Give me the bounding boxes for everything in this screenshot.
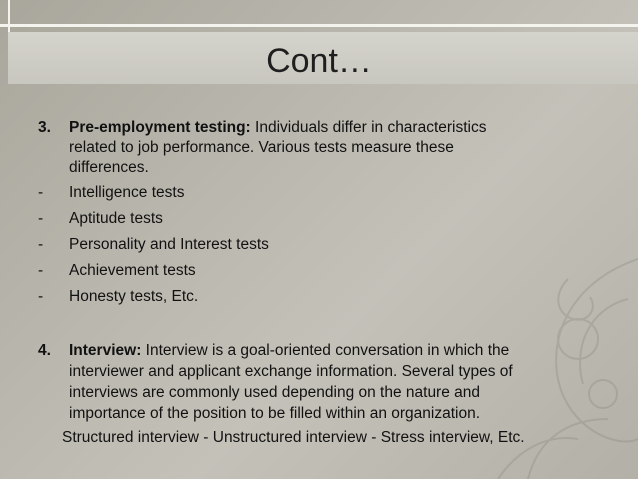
section-3-text [69,118,589,138]
list-dash: - [38,236,44,253]
list-item-label: Intelligence tests [69,184,185,201]
interview-types-line: Structured interview - Unstructured interview - Stress interview, Etc. [62,429,525,446]
frame-top-line [0,24,638,27]
section-3-line-1-text: Individuals differ in characteristics [250,119,487,136]
section-4-text [69,341,589,361]
slide-title: Cont… [266,42,372,80]
section-4-number: 4. [38,342,51,359]
section-3-line-3: differences. [69,159,149,176]
section-4-heading: Interview: [69,342,142,359]
list-item-label: Personality and Interest tests [69,236,269,253]
section-4-line-3: interviews are commonly used depending on the nature and [69,384,481,401]
list-dash: - [38,288,44,305]
section-3-heading: Pre-employment testing: [69,119,251,136]
section-3-number: 3. [38,119,51,136]
list-item-label: Achievement tests [69,262,196,279]
section-3-line-2: related to job performance. Various tests measure these [69,139,454,156]
list-item-label: Aptitude tests [69,210,163,227]
section-4-line-1-text: Interview is a goal-oriented conversation in which the [141,342,510,359]
section-4-line-2: interviewer and applicant exchange information. Several types of [69,363,513,380]
list-dash: - [38,184,44,201]
list-dash: - [38,210,44,227]
section-4-line-4: importance of the position to be filled within an organization. [69,405,480,422]
list-item-label: Honesty tests, Etc. [69,288,199,305]
list-dash: - [38,262,44,279]
